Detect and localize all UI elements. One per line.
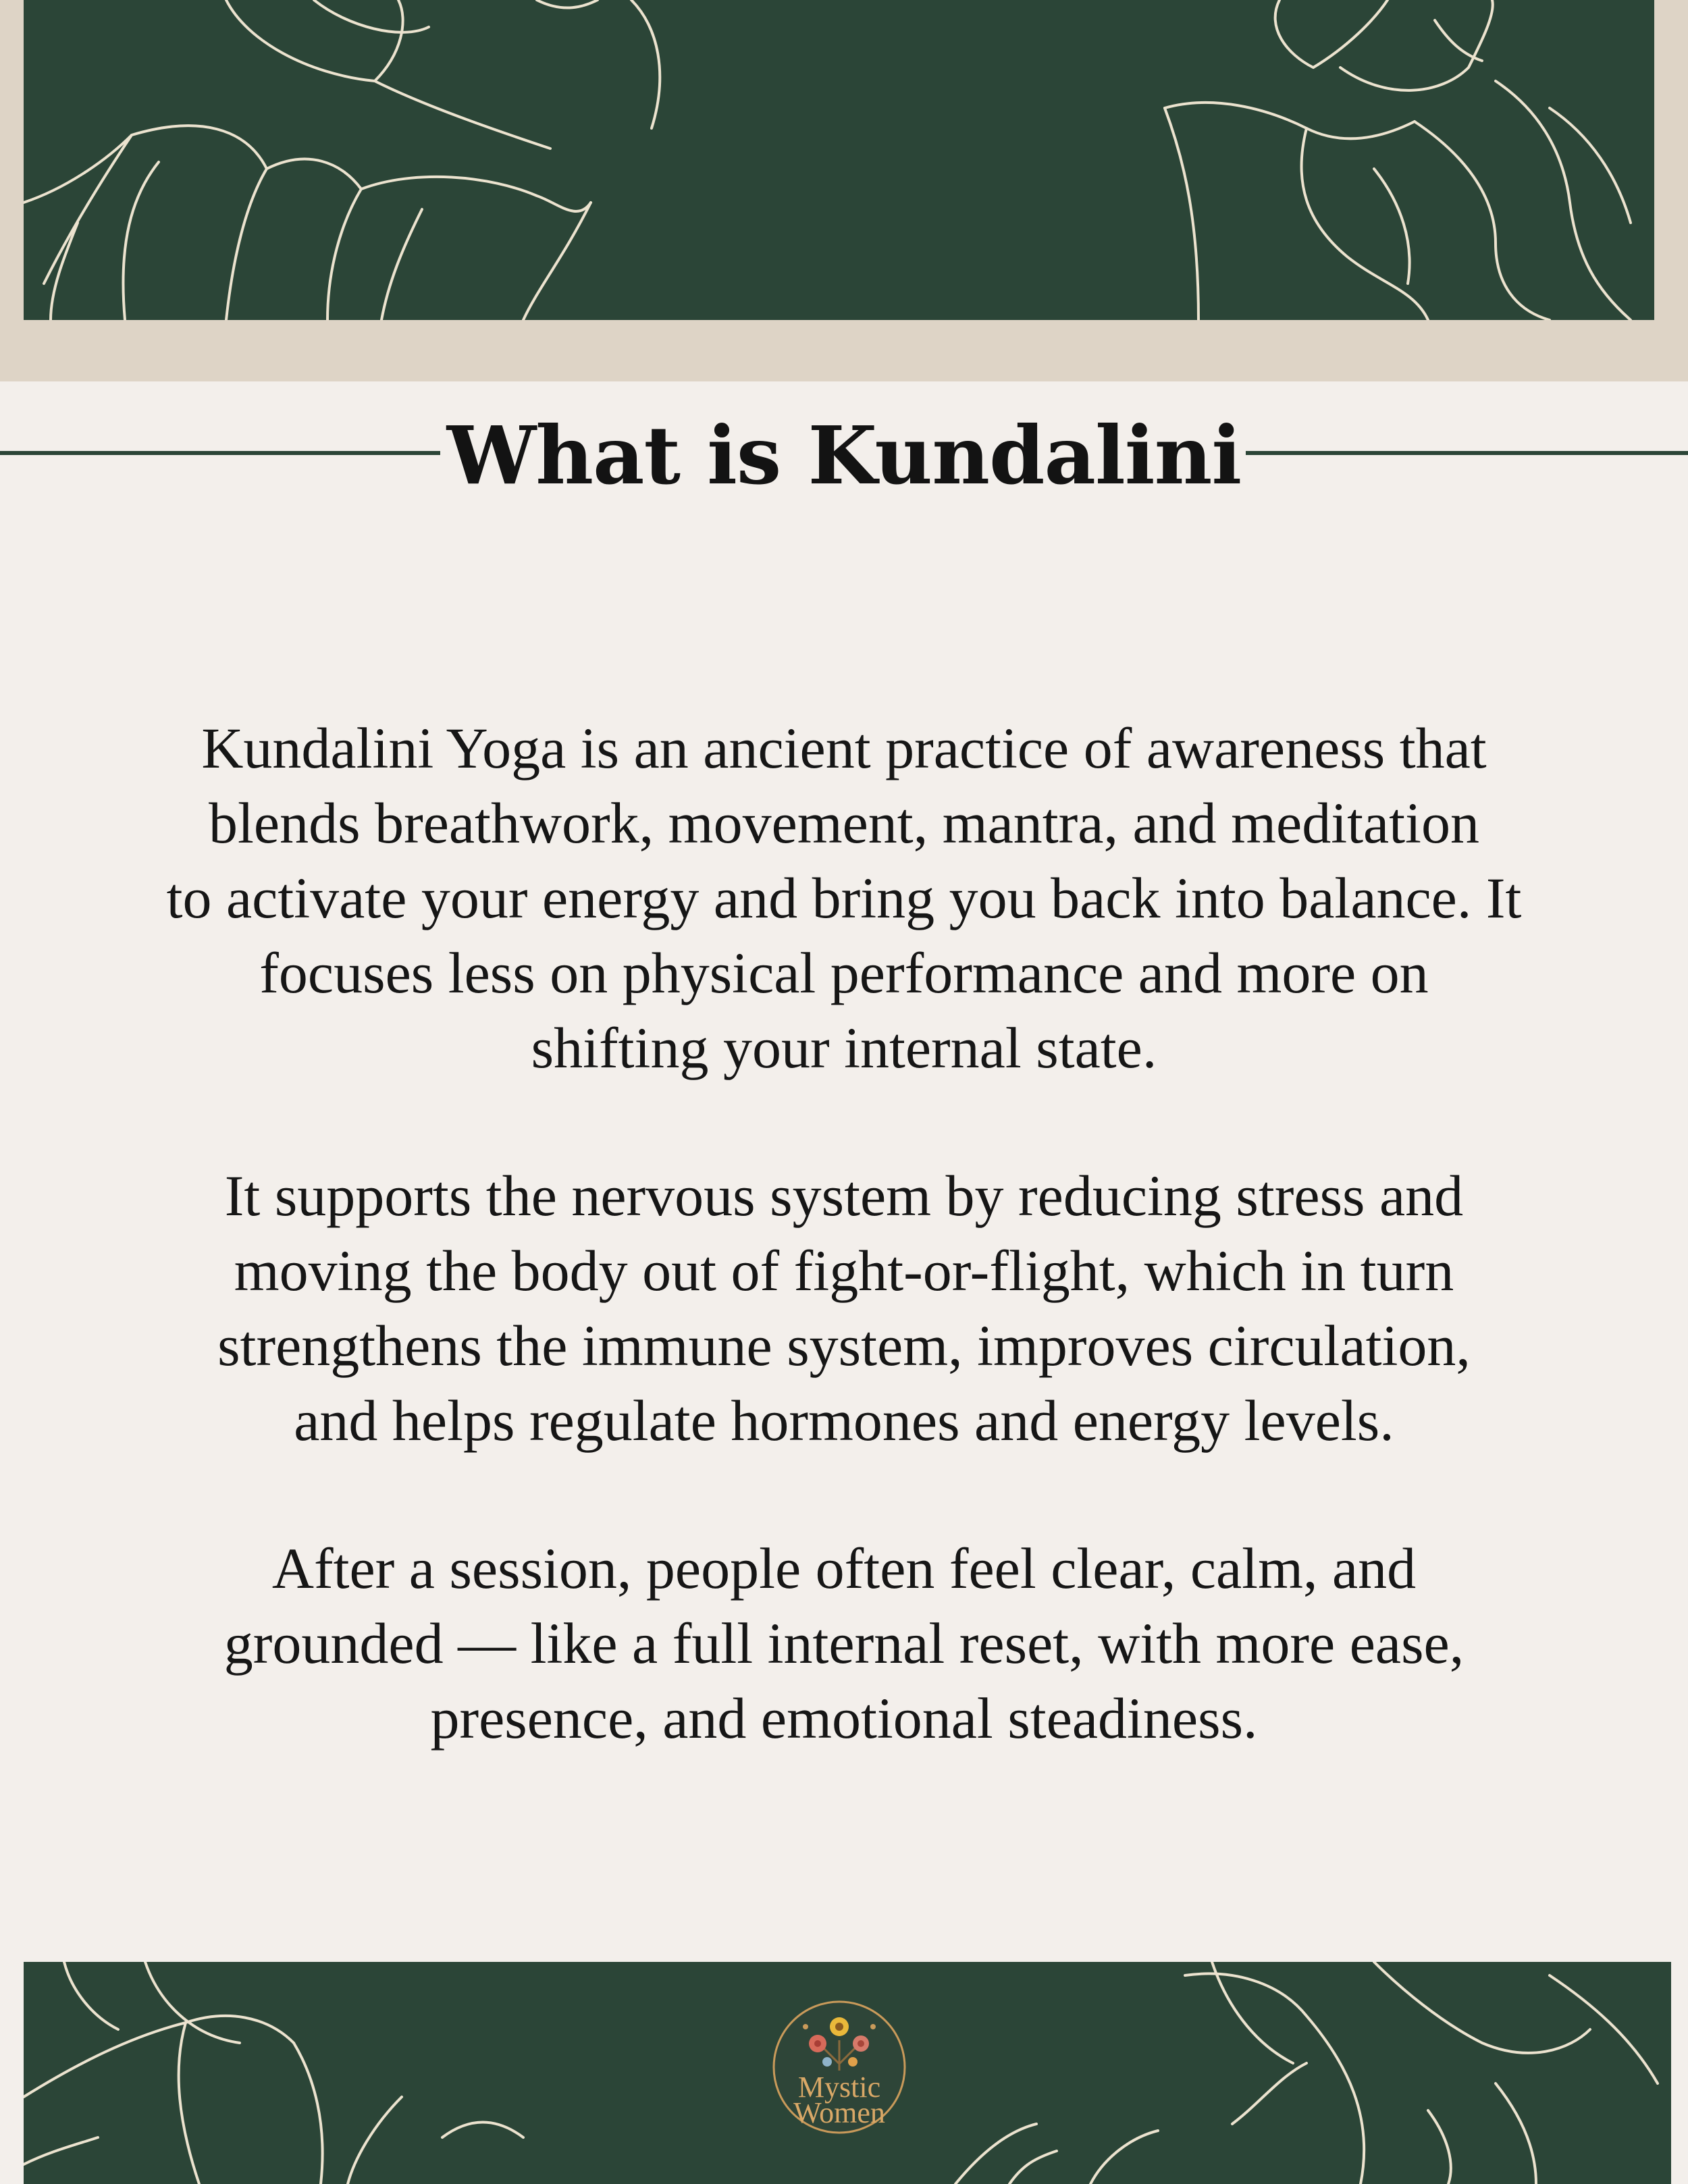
paragraph-benefits bbox=[135, 1158, 1553, 1458]
top-leaf-panel bbox=[24, 0, 1654, 320]
paragraph-line: Kundalini Yoga is an ancient practice of awareness that bbox=[201, 716, 1487, 780]
paragraph-line: shifting your internal state. bbox=[531, 1015, 1157, 1080]
paragraph-line: to activate your energy and bring you back into balance. It bbox=[166, 865, 1522, 930]
page-title: What is Kundalini bbox=[446, 408, 1242, 502]
paragraph-after-session bbox=[135, 1531, 1553, 1756]
paragraph-line: focuses less on physical performance and more on bbox=[259, 940, 1429, 1005]
paragraph-line: presence, and emotional steadiness. bbox=[430, 1686, 1258, 1751]
paragraph-line: blends breathwork, movement, mantra, and meditation bbox=[209, 791, 1479, 855]
paragraph-intro bbox=[135, 711, 1553, 1086]
mystic-women-logo bbox=[772, 2000, 907, 2135]
paragraph-line: strengthens the immune system, improves circulation, bbox=[217, 1313, 1471, 1378]
logo-word-mystic: Mystic bbox=[797, 2071, 881, 2104]
paragraph-line: grounded — like a full internal reset, with more ease, bbox=[223, 1611, 1465, 1676]
paragraph-line: and helps regulate hormones and energy levels. bbox=[294, 1388, 1394, 1453]
monstera-leaf-lines-icon bbox=[24, 0, 1654, 320]
paragraph-line: After a session, people often feel clear, calm, and bbox=[271, 1536, 1417, 1601]
title-row bbox=[0, 392, 1688, 513]
paragraph-line: It supports the nervous system by reducing stress and bbox=[224, 1163, 1464, 1228]
paragraph-line: moving the body out of fight-or-flight, which in turn bbox=[234, 1238, 1454, 1303]
logo-word-women: Women bbox=[793, 2096, 885, 2129]
